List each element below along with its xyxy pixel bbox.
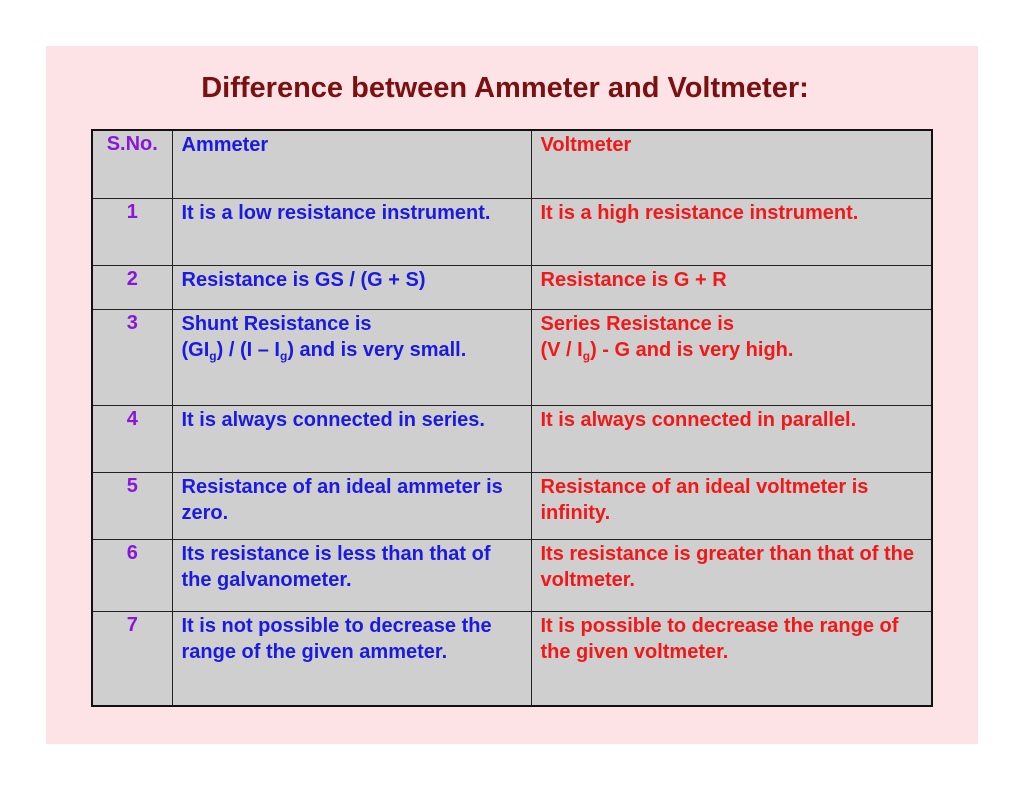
comparison-table: [91, 129, 933, 707]
voltmeter-cell: It is a high resistance instrument.: [531, 199, 932, 266]
row-sno: 3: [92, 310, 172, 406]
table-row: [92, 199, 932, 266]
formula-part: (V / I: [540, 339, 583, 361]
header-ammeter: Ammeter: [172, 130, 531, 199]
voltmeter-cell: It is always connected in parallel.: [531, 406, 932, 473]
table-row: [92, 540, 932, 612]
ammeter-line-1: Shunt Resistance is: [181, 313, 372, 335]
page-title: Difference between Ammeter and Voltmeter:: [201, 72, 809, 104]
formula-part: (GI: [181, 339, 210, 361]
header-voltmeter: Voltmeter: [531, 130, 932, 199]
voltmeter-cell: [531, 310, 932, 406]
ammeter-cell: Its resistance is less than that of the galvanometer.: [172, 540, 531, 612]
ammeter-cell: Resistance of an ideal ammeter is zero.: [172, 473, 531, 540]
row-sno: 7: [92, 612, 172, 707]
formula-part: ) / (I – I: [216, 339, 280, 361]
row-sno: 2: [92, 266, 172, 310]
row-sno: 4: [92, 406, 172, 473]
voltmeter-cell: Resistance is G + R: [531, 266, 932, 310]
subscript: g: [279, 349, 288, 363]
table-row: [92, 473, 932, 540]
voltmeter-cell: Resistance of an ideal voltmeter is infinity.: [531, 473, 932, 540]
row-sno: 1: [92, 199, 172, 266]
ammeter-cell: It is a low resistance instrument.: [172, 199, 531, 266]
ammeter-cell: [172, 310, 531, 406]
row-sno: 6: [92, 540, 172, 612]
ammeter-cell: It is always connected in series.: [172, 406, 531, 473]
formula-part: ) and is very small.: [287, 339, 467, 361]
ammeter-cell: It is not possible to decrease the range of the given ammeter.: [172, 612, 531, 707]
row-sno: 5: [92, 473, 172, 540]
voltmeter-cell: It is possible to decrease the range of the given voltmeter.: [531, 612, 932, 707]
table-row: [92, 266, 932, 310]
subscript: g: [582, 349, 591, 363]
subscript: g: [209, 349, 217, 363]
header-sno: S.No.: [92, 130, 172, 199]
table-header-row: [92, 130, 932, 199]
voltmeter-line-1: Series Resistance is: [540, 313, 734, 335]
table-row: [92, 406, 932, 473]
formula-part: ) - G and is very high.: [590, 339, 794, 361]
voltmeter-cell: Its resistance is greater than that of the voltmeter.: [531, 540, 932, 612]
ammeter-cell: Resistance is GS / (G + S): [172, 266, 531, 310]
table-row: [92, 612, 932, 707]
table-row: [92, 310, 932, 406]
